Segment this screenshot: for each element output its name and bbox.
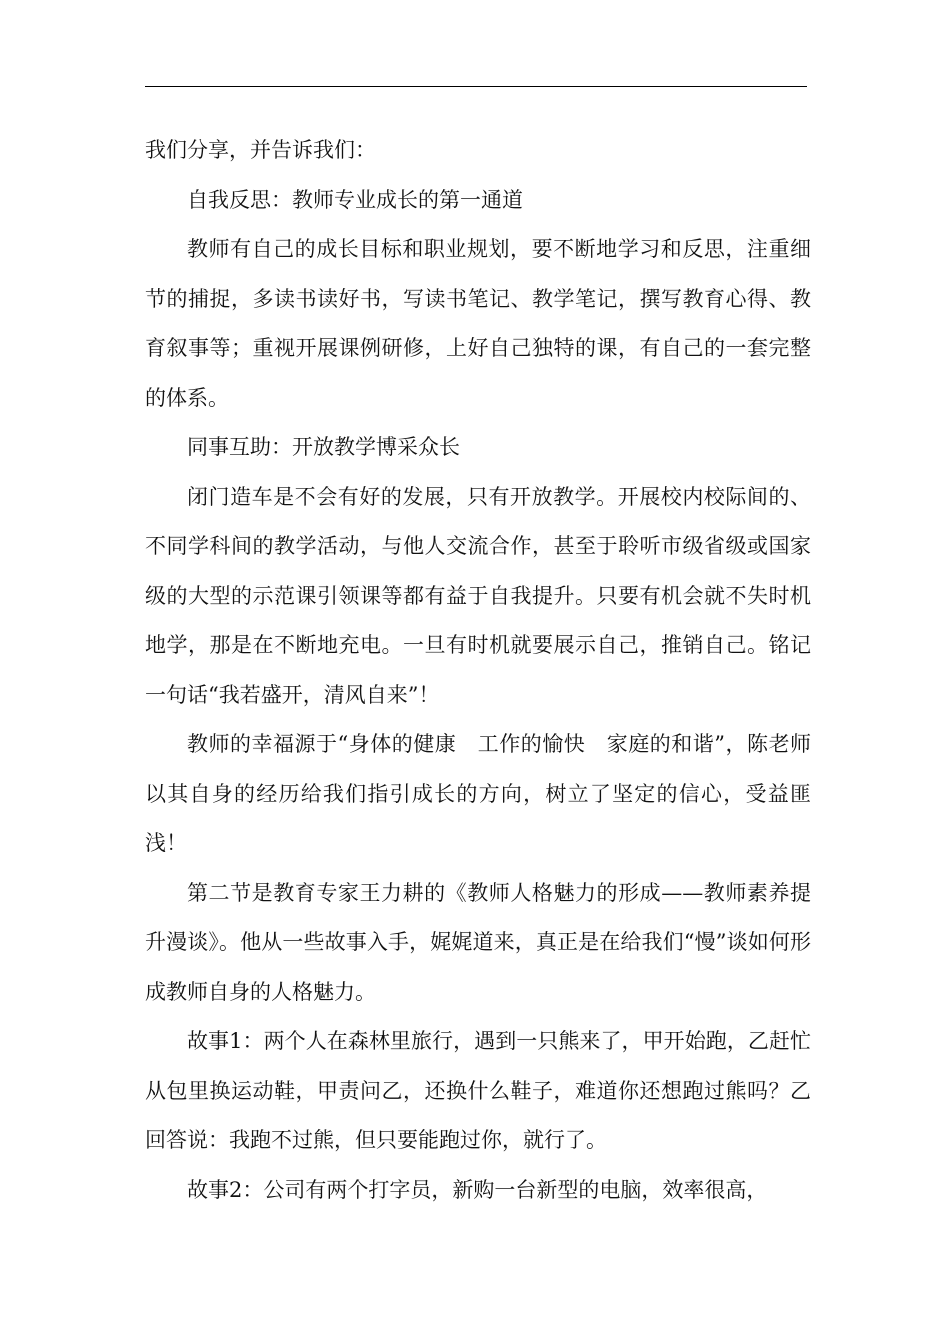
document-body: [145, 126, 811, 1215]
paragraph: 故事1：两个人在森林里旅行，遇到一只熊来了，甲开始跑，乙赶忙从包里换运动鞋，甲责问乙，还换什么鞋子，难道你还想跑过熊吗？乙回答说：我跑不过熊，但只要能跑过你，就行了。: [145, 1029, 811, 1152]
header-rule: [145, 86, 807, 87]
paragraph: 教师的幸福源于“身体的健康 工作的愉快 家庭的和谐”，陈老师以其自身的经历给我们指引成长的方向，树立了坚定的信心，受益匪浅！: [145, 732, 811, 855]
paragraph: 教师有自己的成长目标和职业规划，要不断地学习和反思，注重细节的捕捉，多读书读好书，写读书笔记、教学笔记，撰写教育心得、教育叙事等；重视开展课例研修，上好自己独特的课，有自己的一套完整的体系。: [145, 237, 811, 410]
paragraph: 闭门造车是不会有好的发展，只有开放教学。开展校内校际间的、不同学科间的教学活动，与他人交流合作，甚至于聆听市级省级或国家级的大型的示范课引领课等都有益于自我提升。只要有机会就不失时机地学，那是在不断地充电。一旦有时机就要展示自己，推销自己。铭记一句话“我若盛开，清风自来”！: [145, 484, 811, 707]
section-heading: 自我反思：教师专业成长的第一通道: [187, 187, 523, 212]
section-heading: 同事互助：开放教学博采众长: [187, 435, 460, 459]
paragraph: 我们分享，并告诉我们：: [145, 138, 376, 162]
paragraph: 故事2：公司有两个打字员，新购一台新型的电脑，效率很高，: [187, 1177, 768, 1202]
paragraph: 第二节是教育专家王力耕的《教师人格魅力的形成——教师素养提升漫谈》。他从一些故事入手，娓娓道来，真正是在给我们“慢”谈如何形成教师自身的人格魅力。: [145, 880, 811, 1004]
